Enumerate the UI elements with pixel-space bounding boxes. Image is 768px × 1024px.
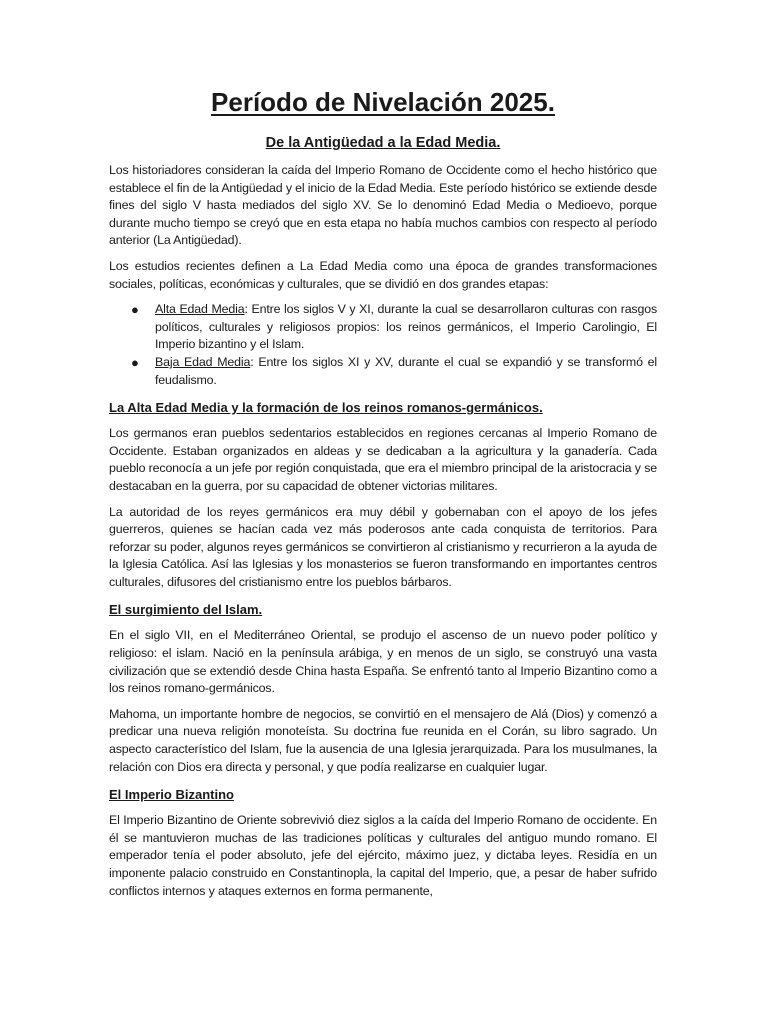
- bullet-icon: ●: [131, 354, 139, 370]
- section-paragraph: La autoridad de los reyes germánicos era muy débil y gobernaban con el apoyo de los jefes guerreros, quienes se hacían cada vez más poderosos ante cada conquista de territorios. Para reforzar su poder, algunos reyes germánicos se convirtieron al cristianismo y recurrieron a la ayuda de la Iglesia Católica. Así las Iglesias y los monasterios se fueron transformando en importantes centros culturales, difusores del cristianismo entre los pueblos bárbaros.: [109, 504, 657, 589]
- stages-list: [109, 301, 657, 389]
- section-heading-islam: El surgimiento del Islam.: [109, 602, 263, 618]
- stage-term: Baja Edad Media: [155, 354, 251, 369]
- intro-paragraph-2: Los estudios recientes definen a La Edad Media como una época de grandes transformaciones sociales, políticas, económicas y culturales, que se dividió en dos grandes etapas:: [109, 258, 657, 291]
- section-heading-byzantine: El Imperio Bizantino: [109, 787, 234, 803]
- section-paragraph: El Imperio Bizantino de Oriente sobrevivió diez siglos a la caída del Imperio Romano de occidente. En él se mantuvieron muchas de las tradiciones políticas y culturales del antiguo mundo romano. El emperador tenía el poder absoluto, jefe del ejército, máximo juez, y dictaba leyes. Residía en un imponente palacio construido en Constantinopla, la capital del Imperio, que, a pesar de haber sufrido conflictos internos y ataques externos en forma permanente,: [109, 813, 657, 898]
- document-page: [109, 84, 657, 908]
- stage-item-alta: [109, 301, 657, 354]
- stage-description: : Entre los siglos XI y XV, durante el cual se expandió y se transformó el feudalismo.: [155, 354, 657, 387]
- section-paragraph: En el siglo VII, en el Mediterráneo Oriental, se produjo el ascenso de un nuevo poder político y religioso: el islam. Nació en la península arábiga, y en menos de un siglo, se construyó una vasta civilización que se extendió desde China hasta España. Se enfrentó tanto al Imperio Bizantino como a los reinos romano-germánicos.: [109, 628, 657, 696]
- section-heading-germanic-kingdoms: La Alta Edad Media y la formación de los reinos romanos-germánicos.: [109, 400, 543, 416]
- section-paragraph: Mahoma, un importante hombre de negocios, se convirtió en el mensajero de Alá (Dios) y comenzó a predicar una nueva religión monoteísta. Su doctrina fue reunida en el Corán, su libro sagrado. Un aspecto característico del Islam, fue la ausencia de una Iglesia jerarquizada. Para los musulmanes, la relación con Dios era directa y personal, y que podía realizarse en cualquier lugar.: [109, 706, 657, 774]
- stage-description: : Entre los siglos V y XI, durante la cual se desarrollaron culturas con rasgos políticos, culturales y religiosos propios: los reinos germánicos, el Imperio Carolingio, El Imperio bizantino y el Islam.: [155, 302, 658, 352]
- intro-paragraph-1: Los historiadores consideran la caída del Imperio Romano de Occidente como el hecho histórico que establece el fin de la Antigüedad y el inicio de la Edad Media. Este período histórico se extiende desde fines del siglo V hasta mediados del siglo XV. Se lo denominó Edad Media o Medioevo, porque durante mucho tiempo se creyó que en esta etapa no había muchos cambios con respecto al período anterior (La Antigüedad).: [109, 163, 657, 248]
- stage-term: Alta Edad Media: [155, 302, 245, 317]
- section-paragraph: Los germanos eran pueblos sedentarios establecidos en regiones cercanas al Imperio Romano de Occidente. Estaban organizados en aldeas y se dedicaban a la agricultura y la ganadería. Cada pueblo reconocía a un jefe por región conquistada, que era el miembro principal de la aristocracia y se destacaban en la guerra, por su capacidad de obtener victorias militares.: [109, 426, 657, 493]
- page-title: Período de Nivelación 2025.: [211, 87, 555, 117]
- page-subtitle: De la Antigüedad a la Edad Media.: [265, 135, 501, 151]
- bullet-icon: ●: [131, 302, 139, 318]
- stage-item-baja: [109, 354, 657, 389]
